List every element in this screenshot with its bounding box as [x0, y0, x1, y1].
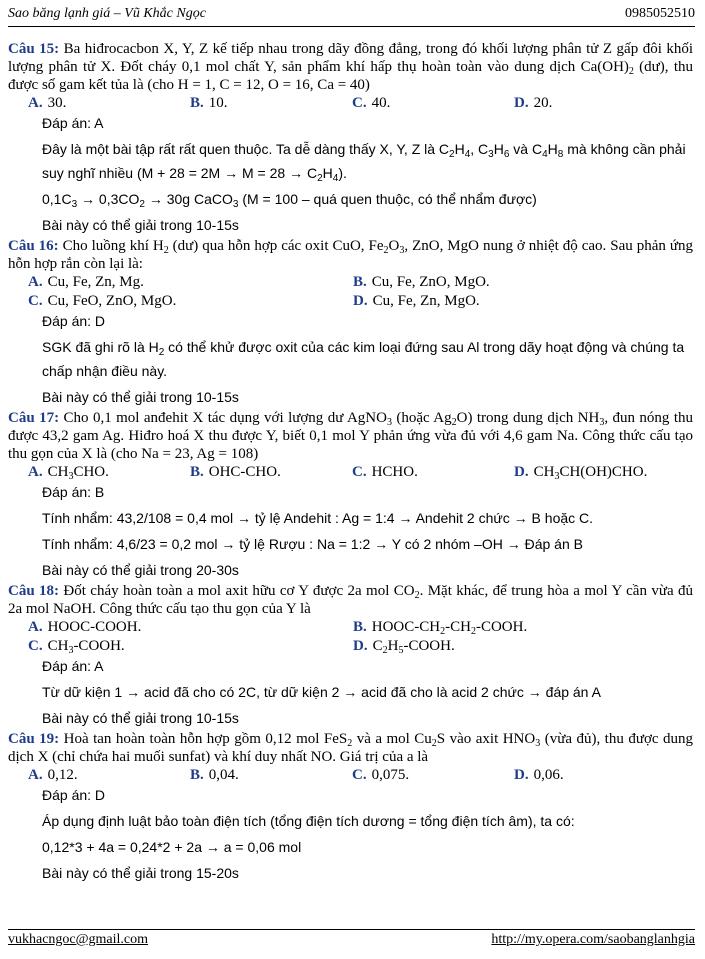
question-label: Câu 17:	[8, 410, 60, 426]
question-label: Câu 18:	[8, 583, 60, 599]
solution-19	[8, 785, 693, 885]
option-c: C. Cu, FeO, ZnO, MgO.	[28, 293, 177, 309]
footer-url[interactable]: http://my.opera.com/saobanglanhgia	[491, 932, 695, 947]
question-label: Câu 19:	[8, 731, 60, 747]
option-d: D. $C_2H_5$-COOH.	[353, 638, 455, 656]
answer: Đáp án: A	[42, 658, 104, 674]
options-18	[8, 618, 693, 656]
solution-15	[8, 113, 693, 237]
option-b: B. Cu, Fe, ZnO, MgO.	[353, 274, 490, 290]
solution-text: Đây là một bài tập rất rất quen thuộc. Ta dễ dàng thấy X, Y, Z là $C_2H_4$, $C_3H_6$ và $C_4H_8$ mà không cần phải suy nghĩ nhiều $(M + 28 = 2M \to M = 28 \to C_2H_4)$.	[42, 141, 686, 184]
footer-email[interactable]: vukhacngoc@gmail.com	[8, 932, 149, 947]
option-a: A. Cu, Fe, Zn, Mg.	[28, 274, 144, 290]
answer: Đáp án: D	[42, 313, 106, 329]
answer: Đáp án: D	[42, 787, 106, 803]
solution-line: Áp dụng định luật bảo toàn điện tích (tổng điện tích dương = tổng điện tích âm), ta có:	[42, 813, 575, 829]
page-footer	[8, 929, 695, 948]
option-b: B. 10.	[190, 95, 228, 111]
option-c: C. 0,075.	[352, 767, 410, 783]
question-15: Câu 15: Ba hiđrocacbon X, Y, Z kế tiếp nhau trong dãy đồng đẳng, trong đó khối lượng phân tử Z gấp đôi khối lượng phân tử X. Đốt cháy 0,1 mol chất Y, sản phẩm khí hấp thụ hoàn toàn vào dung dịch $Ca(OH)_2$ (dư), thu được số gam kết tủa là (cho H = 1, C = 12, O = 16, Ca = 40)	[8, 41, 694, 93]
option-b: B. OHC-CHO.	[190, 464, 281, 480]
option-c: C. HCHO.	[352, 464, 418, 480]
solve-time: Bài này có thể giải trong 10-15s	[42, 710, 239, 726]
solution-line: 0,12*3 + 4a = 0,24*2 + 2a → a = 0,06 mol	[42, 839, 302, 855]
option-d: D. 20.	[514, 95, 553, 111]
solution-text: SGK đã ghi rõ là $H_2$ có thể khử được oxit của các kim loại đứng sau Al trong dãy hoạt động và chúng ta chấp nhận điều này.	[42, 339, 685, 379]
option-b: B. HOOC-$CH_2-CH_2$-COOH.	[353, 619, 528, 637]
options-17	[8, 463, 693, 482]
solution-line: Tính nhẩm: 4,6/23 = 0,2 mol → tỷ lệ Rượu : Na = 1:2 → Y có 2 nhóm –OH → Đáp án B	[42, 536, 583, 552]
solution-line: $0,1C_3 \to 0,3CO_2 \to 30g$ CaCO$_3$ (M = 100 – quá quen thuộc, có thể nhẩm được)	[42, 191, 537, 210]
question-18: Câu 18: Đốt cháy hoàn toàn a mol axit hữu cơ Y được 2a mol $CO_2$. Mặt khác, để trung hòa a mol Y cần vừa đủ 2a mol NaOH. Công thức cấu tạo thu gọn của Y là	[8, 583, 693, 617]
option-a: A. 30.	[28, 95, 67, 111]
solve-time: Bài này có thể giải trong 20-30s	[42, 562, 239, 578]
solution-18	[8, 656, 693, 730]
solution-line: Tính nhẩm: 43,2/108 = 0,4 mol → tỷ lệ Andehit : Ag = 1:4 → Andehit 2 chức → B hoặc C.	[42, 510, 594, 526]
solve-time: Bài này có thể giải trong 15-20s	[42, 865, 239, 881]
question-label: Câu 15:	[8, 41, 60, 57]
option-d: D. $CH_3CH(OH)CHO$.	[514, 464, 648, 482]
header-title: Sao băng lạnh giá – Vũ Khắc Ngọc	[8, 6, 206, 21]
question-17: Câu 17: Cho 0,1 mol anđehit X tác dụng với lượng dư AgNO$_3$ (hoặc $Ag_2O$) trong dung dịch $NH_3$, đun nóng thu được 43,2 gam Ag. Hiđro hoá X thu được Y, biết 0,1 mol Y phản ứng vừa đủ với 4,6 gam Na. Công thức cấu tạo thu gọn của X là (cho Na = 23, Ag = 108)	[8, 410, 694, 462]
options-15	[8, 94, 693, 113]
option-a: A. HOOC-COOH.	[28, 619, 142, 635]
solution-line: Từ dữ kiện 1 → acid đã cho có 2C, từ dữ kiện 2 → acid đã cho là acid 2 chức → đáp án A	[42, 684, 601, 700]
answer: Đáp án: A	[42, 115, 104, 131]
question-16: Câu 16: Cho luồng khí $H_2$ (dư) qua hỗn hợp các oxit CuO, $Fe_2O_3$, ZnO, MgO nung ở nhiệt độ cao. Sau phản ứng hỗn hợp rắn còn lại là:	[8, 238, 693, 272]
header-phone: 0985052510	[625, 6, 695, 21]
solve-time: Bài này có thể giải trong 10-15s	[42, 389, 239, 405]
page-content	[8, 40, 693, 885]
option-b: B. 0,04.	[190, 767, 239, 783]
solve-time: Bài này có thể giải trong 10-15s	[42, 217, 239, 233]
solution-16	[8, 311, 693, 409]
option-c: C. $CH_3$-COOH.	[28, 638, 125, 656]
options-19	[8, 766, 693, 785]
question-label: Câu 16:	[8, 238, 59, 254]
option-d: D. 0,06.	[514, 767, 564, 783]
solution-17	[8, 482, 693, 582]
options-16	[8, 273, 693, 311]
question-19: Câu 19: Hoà tan hoàn toàn hỗn hợp gồm 0,12 mol FeS$_2$ và a mol $Cu_2S$ vào axit $HNO_3$ (vừa đủ), thu được dung dịch X (chỉ chứa hai muối sunfat) và khí duy nhất NO. Giá trị của a là	[8, 731, 694, 765]
option-a: A. 0,12.	[28, 767, 78, 783]
answer: Đáp án: B	[42, 484, 105, 500]
option-a: A. $CH_3CHO$.	[28, 464, 109, 482]
page-header	[8, 6, 695, 27]
option-c: C. 40.	[352, 95, 391, 111]
option-d: D. Cu, Fe, Zn, MgO.	[353, 293, 480, 309]
